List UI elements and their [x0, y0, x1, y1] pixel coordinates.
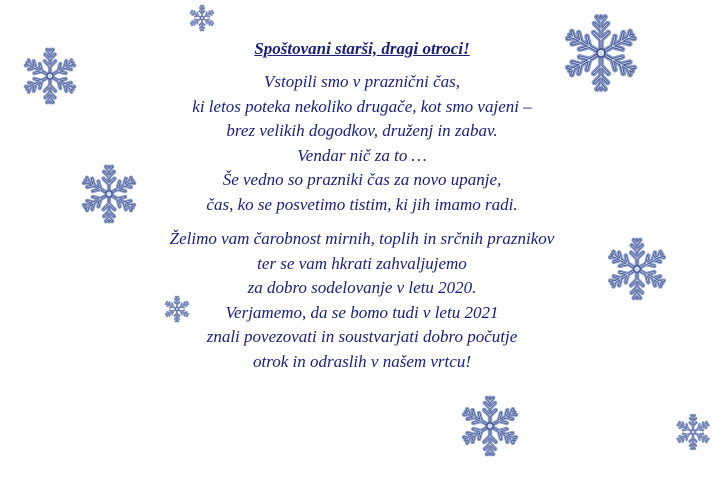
letter-greeting: Spoštovani starši, dragi otroci! — [254, 39, 470, 58]
letter-line: ki letos poteka nekoliko drugače, kot smo vajeni – — [192, 96, 532, 116]
letter-paragraph — [110, 227, 614, 374]
letter-line: ter se vam hkrati zahvaljujemo — [257, 253, 467, 273]
snowflake-icon — [674, 413, 712, 451]
snowflake-icon — [458, 394, 522, 458]
letter-line: otrok in odraslih v našem vrtcu! — [253, 351, 471, 371]
letter-line: čas, ko se posvetimo tistim, ki jih imamo radi. — [206, 194, 518, 214]
letter-line: Vstopili smo v praznični čas, — [264, 72, 460, 91]
snowflake-icon — [188, 4, 216, 32]
letter — [110, 38, 614, 374]
letter-paragraph — [110, 70, 614, 217]
letter-line: Verjamemo, da se bomo tudi v letu 2021 — [225, 302, 499, 322]
snowflake-icon — [20, 46, 80, 106]
letter-line: Še vedno so prazniki čas za novo upanje, — [222, 170, 502, 189]
letter-line: za dobro sodelovanje v letu 2020. — [247, 278, 477, 297]
letter-line: Želimo vam čarobnost mirnih, toplih in srčnih praznikov — [169, 229, 555, 248]
letter-line: brez velikih dogodkov, druženj in zabav. — [226, 121, 498, 140]
letter-line: znali povezovati in soustvarjati dobro počutje — [206, 327, 518, 346]
letter-line: Vendar nič za to … — [297, 145, 427, 165]
